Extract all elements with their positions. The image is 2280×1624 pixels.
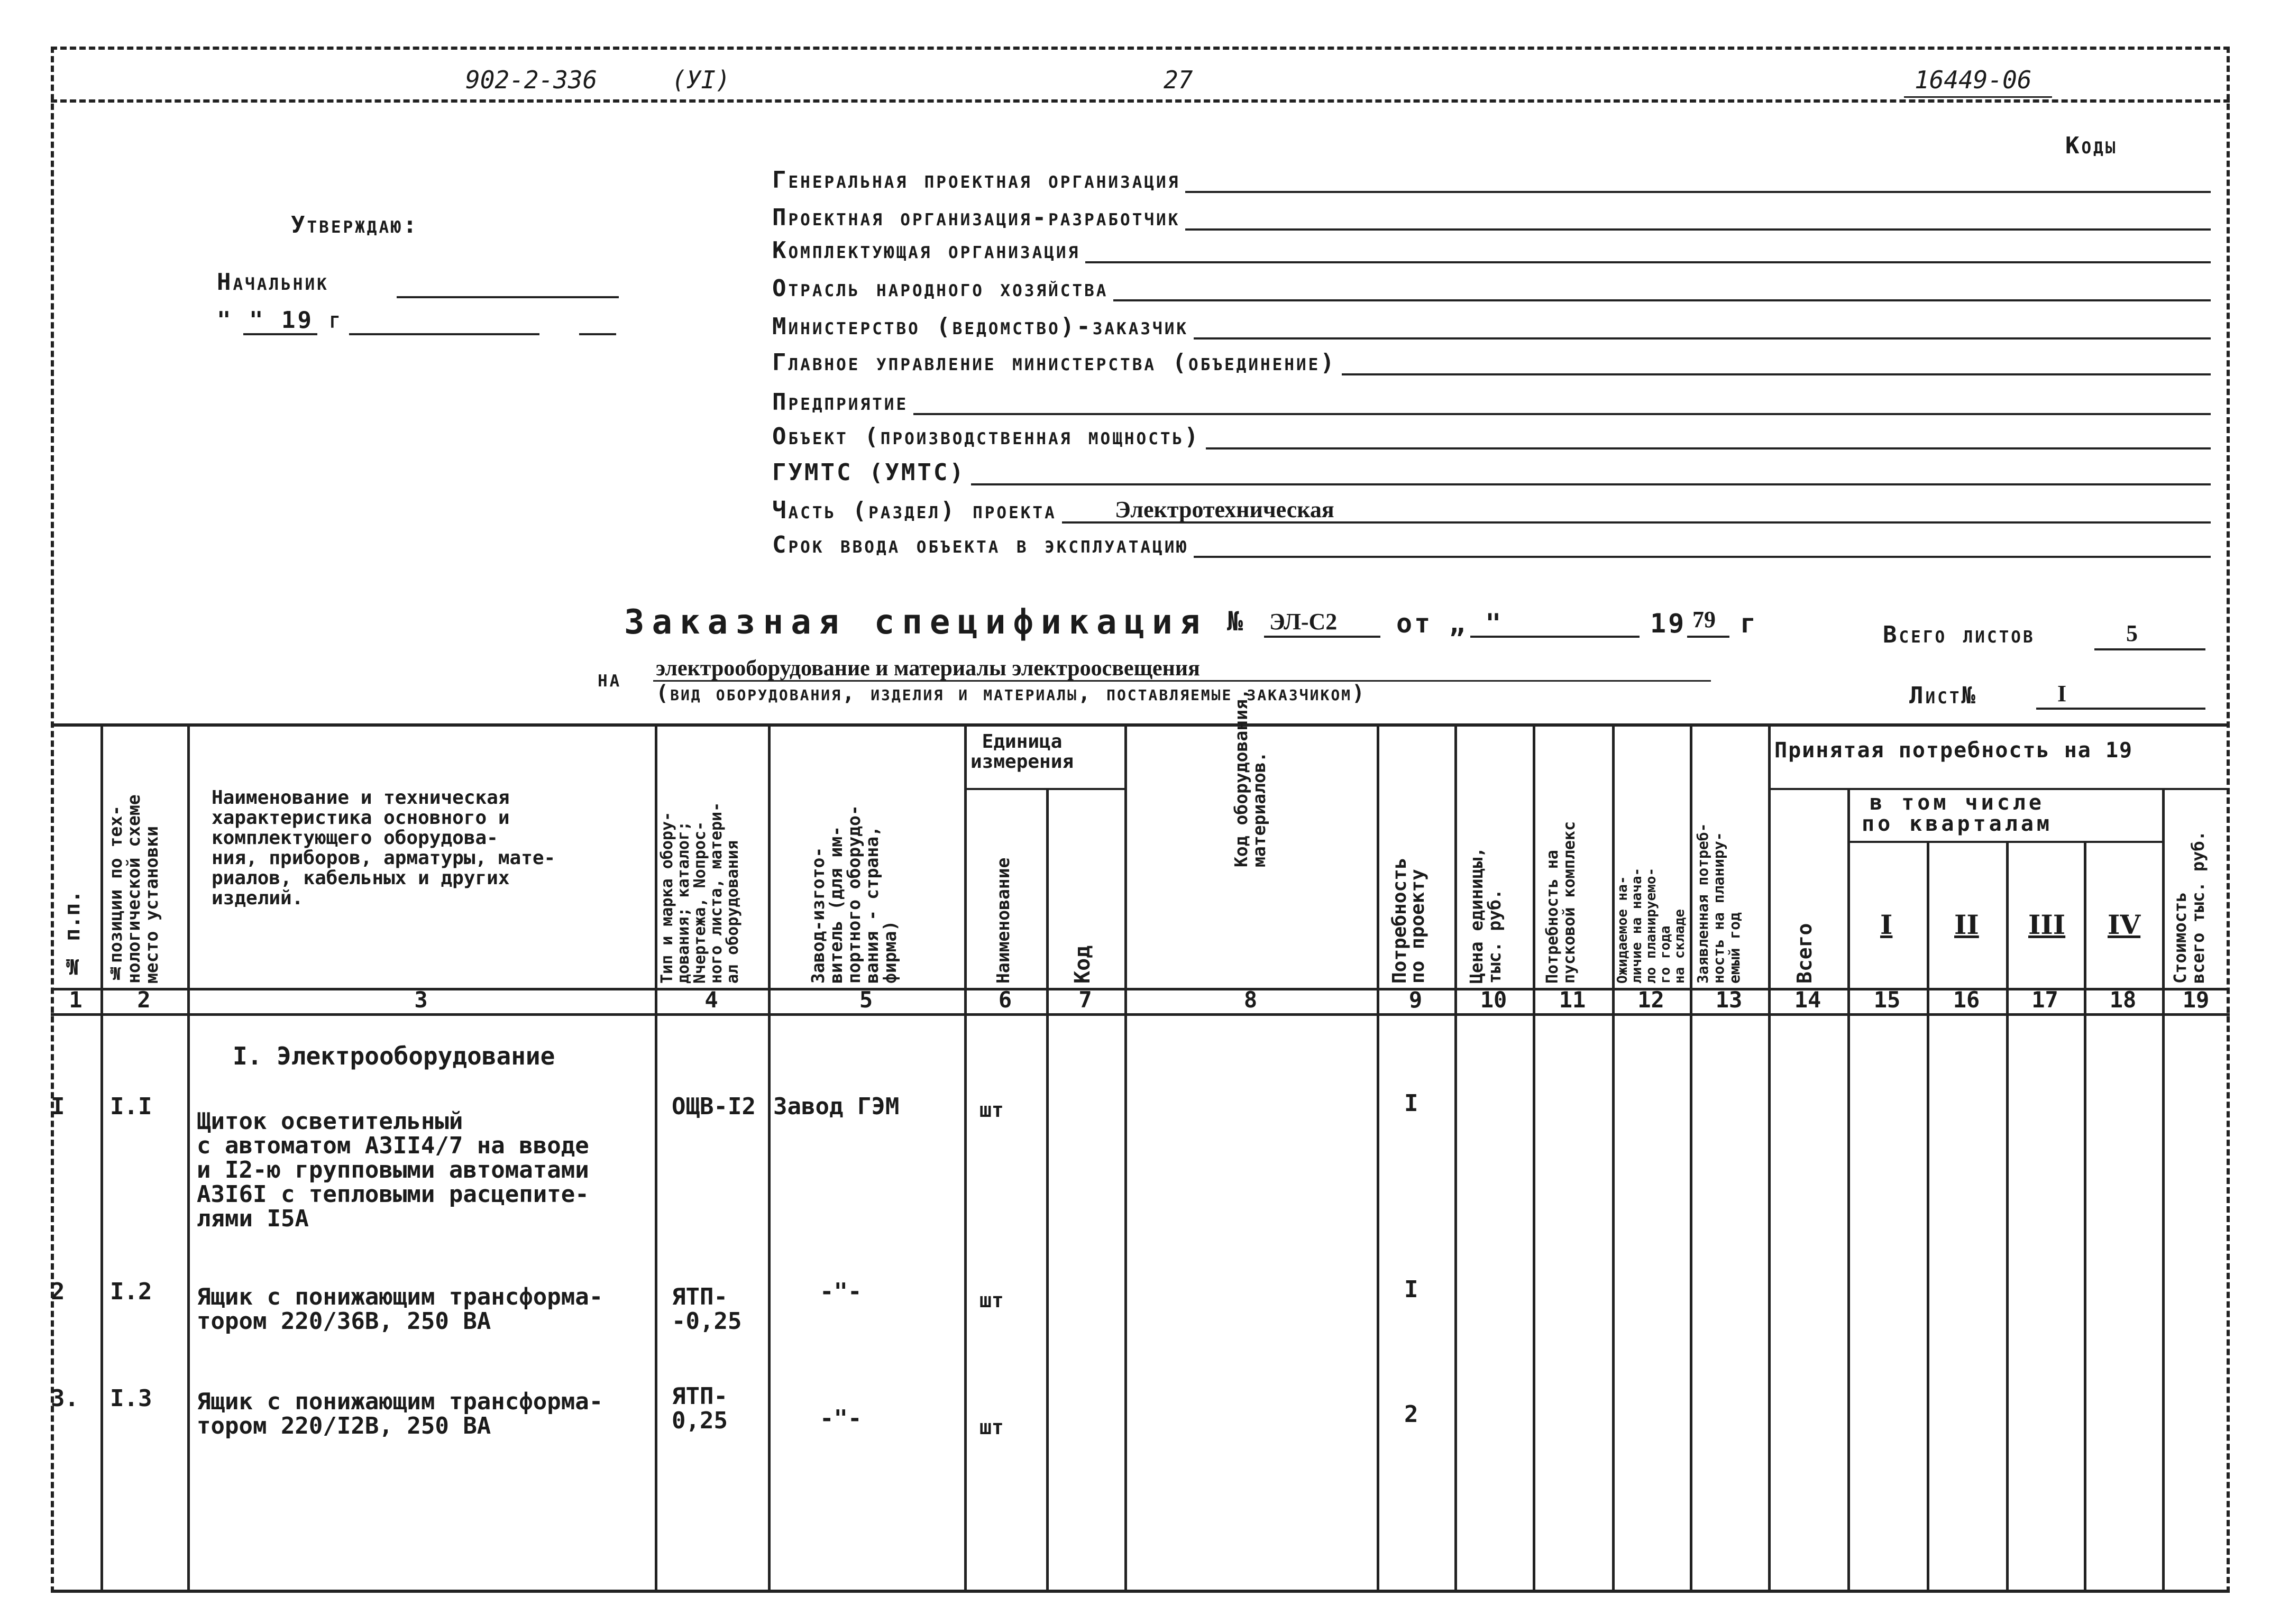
spec-on-label: на [598, 665, 622, 692]
date-day-line [243, 333, 317, 335]
org-field-label: Министерство (ведомство)-заказчик [772, 313, 1189, 340]
header-divider [51, 99, 2230, 103]
column-number: 9 [1408, 987, 1423, 1013]
spec-year-underline [1687, 636, 1729, 638]
org-field-line [1085, 261, 2211, 263]
date-year-line [579, 333, 616, 335]
row2-n: 2 [51, 1278, 65, 1305]
column-number: 8 [1243, 987, 1258, 1013]
sheet-line [2036, 708, 2205, 710]
row3-maker: -"- [820, 1405, 862, 1432]
date-month-line [349, 333, 539, 335]
org-field-line [1113, 299, 2211, 301]
column-number: 14 [1794, 987, 1821, 1013]
page-number: 27 [1164, 66, 1193, 94]
col-head-2: №позиции по тех- нологической схеме место установки [105, 794, 162, 984]
col-divider [1927, 841, 1929, 1591]
org-field-line [1194, 337, 2211, 340]
spec-subject: электрооборудование и материалы электроосвещения [656, 656, 1200, 681]
doc-issue: (УI) [672, 66, 730, 94]
approve-chief: Начальник [217, 269, 329, 296]
column-number: 10 [1480, 987, 1507, 1013]
unit-group-head: Единица измерения [970, 731, 1074, 773]
col-divider [1533, 723, 1535, 1591]
spec-date-line [1470, 636, 1640, 638]
col-divider [655, 723, 657, 1591]
col-head-q1: I [1880, 909, 1893, 940]
org-field-value: Электротехническая [1115, 497, 1334, 522]
col-head-19: Стоимость всего тыс. руб. [2170, 831, 2208, 984]
column-number: 11 [1559, 987, 1586, 1013]
total-sheets-label: Всего листов [1883, 621, 2035, 648]
section-title: I. Электрооборудование [233, 1042, 555, 1070]
col-divider [1690, 723, 1692, 1591]
spec-number: ЭЛ-С2 [1269, 609, 1338, 635]
column-number: 12 [1637, 987, 1664, 1013]
doc-code: 902-2-336 [465, 66, 598, 94]
col-head-5: Завод-изгото- витель (для им- портного оборудо- вания - страна, фирма) [808, 805, 900, 984]
col-divider [1124, 723, 1127, 1591]
col-head-13: Заявленная потреб- ность на планиру- емый год [1694, 823, 1743, 984]
col-divider [768, 723, 771, 1591]
spec-number-underline [1264, 636, 1380, 638]
sheet-label: Лист№ [1909, 682, 1977, 709]
col-divider [1454, 723, 1457, 1591]
quarters-group-divider [1847, 841, 2162, 843]
org-field-line [1206, 447, 2211, 449]
row2-unit: шт [979, 1289, 1004, 1312]
row2-qty: I [1404, 1276, 1418, 1303]
col-head-q3: III [2028, 909, 2066, 940]
org-field-line [1194, 556, 2211, 558]
column-number: 17 [2031, 987, 2058, 1013]
column-number: 18 [2109, 987, 2137, 1013]
accepted-head: Принятая потребность на 19 [1774, 738, 2134, 763]
column-number: 15 [1873, 987, 1901, 1013]
column-number: 3 [414, 987, 428, 1013]
row3-unit: шт [979, 1416, 1004, 1439]
org-field-line [1185, 228, 2211, 231]
row3-pos: I.3 [110, 1385, 152, 1412]
org-field-label: Срок ввода объекта в эксплуатацию [772, 531, 1189, 558]
approve-title: Утверждаю: [291, 212, 419, 238]
column-number: 19 [2182, 987, 2210, 1013]
table-top-border [51, 723, 2230, 727]
spec-year-suffix: г [1740, 608, 1759, 639]
col-head-8: Код оборудования, материалов. [1231, 689, 1269, 867]
org-field-line [1342, 373, 2211, 375]
col-divider [2084, 841, 2086, 1591]
row2-pos: I.2 [110, 1278, 152, 1305]
col-divider [1377, 723, 1379, 1591]
row2-name: Ящик с понижающим трансформа- тором 220/36В, 250 ВА [197, 1283, 603, 1335]
col-divider [964, 723, 967, 1591]
spec-date-from: от [1396, 608, 1433, 639]
row2-type: ЯТП- -0,25 [672, 1283, 742, 1335]
col-head-7: Код [1070, 945, 1095, 984]
row1-pos: I.I [110, 1093, 152, 1120]
row3-n: 3. [51, 1385, 79, 1412]
spec-year: 79 [1692, 607, 1716, 632]
column-number: 6 [998, 987, 1012, 1013]
col-divider [1046, 788, 1049, 1591]
codes-label: Коды [2065, 132, 2118, 159]
org-field-label: Объект (производственная мощность) [772, 423, 1201, 450]
accepted-group-divider [1768, 788, 2230, 790]
col-head-11: Потребность на пусковой комплекс [1543, 821, 1579, 984]
org-field-label: Отрасль народного хозяйства [772, 275, 1109, 302]
col-divider [100, 723, 103, 1591]
col-head-14: Всего [1793, 923, 1816, 984]
col-divider [1612, 723, 1615, 1591]
col-head-10: Цена единицы, тыс. руб. [1466, 847, 1505, 984]
row1-unit: шт [979, 1098, 1004, 1122]
spec-number-label: № [1227, 606, 1246, 637]
row1-qty: I [1404, 1090, 1418, 1117]
row1-name: Щиток осветительный с автоматом А3II4/7 на вводе и I2-ю групповыми автоматами А3I6I с тепловыми расцепите- лями I5А [197, 1108, 589, 1232]
org-field-line [1185, 191, 2211, 193]
spec-title: Заказная спецификация [624, 603, 1208, 642]
col-head-3: Наименование и техническая характеристика основного и комплектующего оборудова- ния, приборов, арматуры, мате- риалов, кабельных и других изделий. [212, 787, 556, 909]
col-head-1: № п.п. [60, 890, 85, 978]
column-number: 13 [1715, 987, 1743, 1013]
org-field-label: Генеральная проектная организация [772, 167, 1180, 194]
total-sheets-line [2094, 648, 2205, 650]
archive-underline [1904, 96, 2052, 98]
col-head-q2: II [1954, 909, 1979, 940]
column-number: 5 [859, 987, 873, 1013]
row1-type: ОЩВ-I2 [672, 1093, 756, 1120]
org-field-label: Проектная организация-разработчик [772, 204, 1180, 231]
row1-n: I [51, 1093, 65, 1120]
column-number: 4 [704, 987, 718, 1013]
org-field-label: Часть (раздел) проекта [772, 497, 1057, 524]
col-head-12: Ожидаемое на- личие на нача- ло планируемо- го года на складе [1615, 867, 1688, 984]
column-number: 1 [69, 987, 83, 1013]
col-divider [2006, 841, 2009, 1591]
chief-signature-line [397, 296, 619, 298]
row1-maker: Завод ГЭМ [773, 1093, 900, 1120]
archive-number: 16449-06 [1915, 66, 2032, 94]
sheet-number: I [2057, 681, 2067, 707]
total-sheets: 5 [2126, 620, 2138, 646]
col-head-9: Потребность по проекту [1389, 857, 1429, 984]
spec-date-quote: „ " [1449, 608, 1504, 639]
col-head-6: Наименование [993, 857, 1013, 984]
row3-name: Ящик с понижающим трансформа- тором 220/I2В, 250 ВА [197, 1388, 603, 1439]
org-field-line [913, 413, 2211, 415]
spec-year-prefix: 19 [1650, 608, 1687, 639]
approve-date: " " 19 г [217, 307, 342, 334]
col-divider [187, 723, 190, 1591]
column-number: 16 [1953, 987, 1980, 1013]
unit-group-divider [964, 788, 1124, 790]
row3-type: ЯТП- 0,25 [672, 1383, 728, 1434]
col-divider [2162, 788, 2165, 1591]
col-divider [1847, 788, 1850, 1591]
org-field-label: Главное управление министерства (объединение) [772, 349, 1336, 376]
row2-maker: -"- [820, 1278, 862, 1305]
org-field-label: ГУМТС (УМТС) [772, 459, 966, 486]
quarters-head: в том числе по кварталам [1862, 791, 2053, 836]
column-number: 2 [137, 987, 151, 1013]
row3-qty: 2 [1404, 1401, 1418, 1428]
col-head-4: Тип и марка обору- дования; каталог; Nчертежа, Nопрос- ного листа, матери- ал оборудования [658, 802, 742, 984]
spec-subject-note: (вид оборудования, изделия и материалы, поставляемые заказчиком) [656, 681, 1367, 705]
org-field-label: Комплектующая организация [772, 237, 1081, 264]
org-field-line [971, 483, 2211, 485]
col-divider [1768, 723, 1771, 1591]
col-head-q4: IV [2108, 909, 2141, 940]
column-number: 7 [1078, 987, 1092, 1013]
column-numbers-bottom [51, 1013, 2230, 1016]
org-field-label: Предприятие [772, 389, 909, 416]
